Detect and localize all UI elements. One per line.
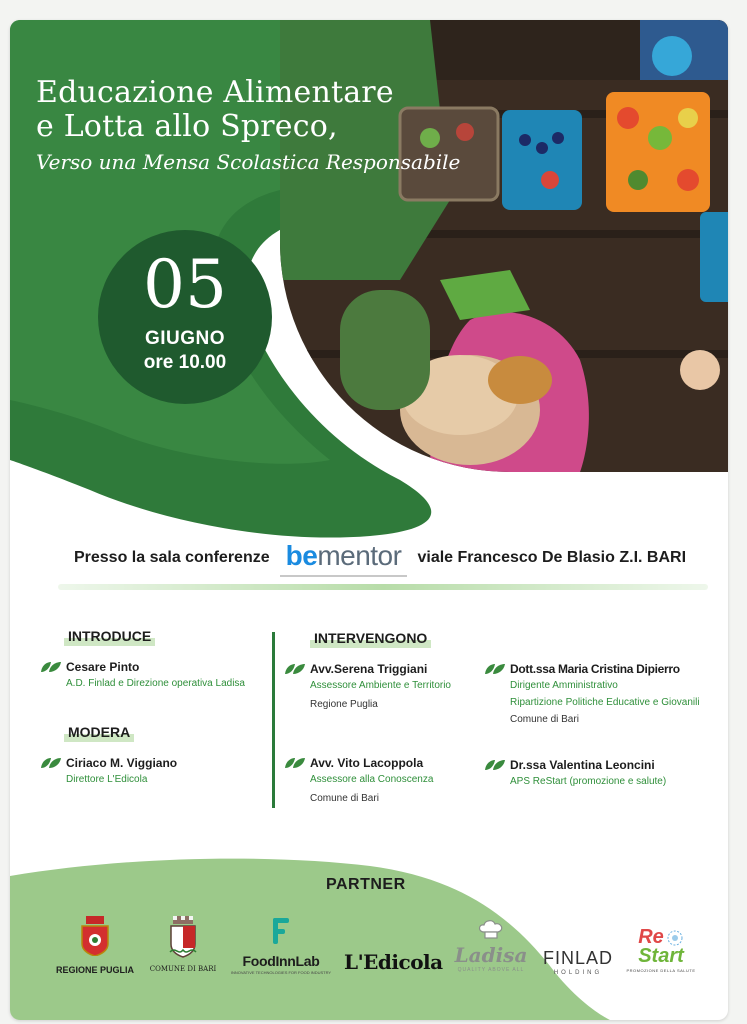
location-underline (58, 584, 708, 590)
title-line-1: Educazione Alimentare (36, 75, 394, 110)
chef-hat-icon (478, 920, 504, 940)
moderator-role: Direttore L'Edicola (66, 774, 148, 785)
speaker-name: Dott.ssa Maria Cristina Dipierro (510, 662, 680, 676)
speaker-org: Comune di Bari (510, 714, 579, 725)
speaker-role: Dirigente Amministrativo (510, 680, 618, 691)
speaker-name-row (484, 662, 700, 676)
logo-foodinnlab-tagline: INNOVATIVE TECHNOLOGIES FOR FOOD INDUSTRY (230, 970, 332, 975)
moderator-name-row (40, 756, 177, 770)
logo-foodinnlab-text: FoodInnLab (242, 953, 320, 969)
speaker-department: Ripartizione Politiche Educative e Giovanili (510, 697, 700, 708)
moderator (40, 756, 177, 785)
event-subtitle: Verso una Mensa Scolastica Responsabile (36, 150, 461, 174)
logo-finlad-text: FINLAD (542, 948, 613, 968)
logo-comune-di-bari (148, 916, 218, 973)
logo-regione-puglia (50, 916, 140, 975)
modera-heading: MODERA (64, 724, 134, 742)
speaker (284, 662, 451, 710)
speaker-name-row (284, 756, 433, 770)
logo-restart-re: Re (638, 926, 664, 948)
introduce-heading: INTRODUCE (64, 628, 155, 646)
logo-ladisa (448, 920, 534, 973)
location-line (50, 536, 710, 580)
speaker-role: APS ReStart (promozione e salute) (510, 776, 667, 787)
logo-restart-start: Start (638, 945, 684, 967)
speaker-name: Avv.Serena Triggiani (310, 662, 428, 676)
speaker (284, 756, 433, 804)
logo-ledicola-text: L'Edicola (344, 950, 443, 974)
date-day: 05 (143, 246, 227, 323)
speaker-role: Assessore alla Conoscenza (310, 774, 434, 785)
logo-restart (626, 926, 696, 973)
introducer-name: Cesare Pinto (66, 660, 140, 674)
location-prefix: Presso la sala conferenze (73, 549, 270, 566)
logo-finlad (540, 948, 616, 976)
restart-burst-icon (666, 929, 684, 947)
bementor-logo-be: be (285, 540, 318, 571)
leaf-icon (484, 759, 506, 771)
leaf-icon (40, 661, 62, 673)
event-poster (10, 20, 728, 1020)
introducer-role: A.D. Finlad e Direzione operativa Ladisa (66, 678, 245, 689)
partner-heading: PARTNER (326, 876, 406, 893)
date-time: ore 10.00 (143, 352, 227, 373)
bementor-logo (280, 539, 408, 577)
leaf-icon (284, 757, 306, 769)
logo-ledicola (344, 950, 443, 974)
date-month: GIUGNO (144, 328, 226, 349)
moderator-name: Ciriaco M. Viggiano (66, 756, 178, 770)
speaker-name: Avv. Vito Lacoppola (310, 756, 424, 770)
speaker-role: Assessore Ambiente e Territorio (310, 680, 451, 691)
speaker-name-row (484, 758, 666, 772)
introducer (40, 660, 245, 689)
bementor-logo-mentor: mentor (317, 540, 402, 571)
logo-ladisa-text: Ladisa (454, 943, 528, 967)
logo-finlad-tagline: HOLDING (553, 970, 603, 976)
title-line-2: e Lotta allo Spreco, (36, 109, 338, 144)
regione-puglia-crest-icon (80, 916, 110, 956)
foodinnlab-f-icon (270, 916, 292, 946)
leaf-icon (484, 663, 506, 675)
logo-restart-tagline: PROMOZIONE DELLA SALUTE (626, 968, 696, 973)
speaker (484, 662, 700, 725)
date-badge (98, 230, 272, 404)
logo-regione-puglia-text: REGIONE PUGLIA (55, 965, 134, 975)
logo-comune-di-bari-text: COMUNE DI BARI (149, 965, 217, 973)
speaker-name: Dr.ssa Valentina Leoncini (510, 758, 655, 772)
speaker-org: Regione Puglia (310, 699, 378, 710)
logo-foodinnlab (226, 916, 336, 975)
introducer-name-row (40, 660, 245, 674)
leaf-icon (284, 663, 306, 675)
speaker (484, 758, 666, 787)
leaf-icon (40, 757, 62, 769)
intervengono-heading: INTERVENGONO (310, 630, 431, 648)
speaker-org: Comune di Bari (310, 793, 379, 804)
location-address: viale Francesco De Blasio Z.I. BARI (417, 549, 687, 566)
event-title (36, 76, 496, 176)
comune-di-bari-crest-icon (168, 916, 198, 958)
logo-ladisa-tagline: QUALITY ABOVE ALL (457, 967, 525, 973)
speaker-name-row (284, 662, 451, 676)
column-divider (272, 632, 275, 808)
